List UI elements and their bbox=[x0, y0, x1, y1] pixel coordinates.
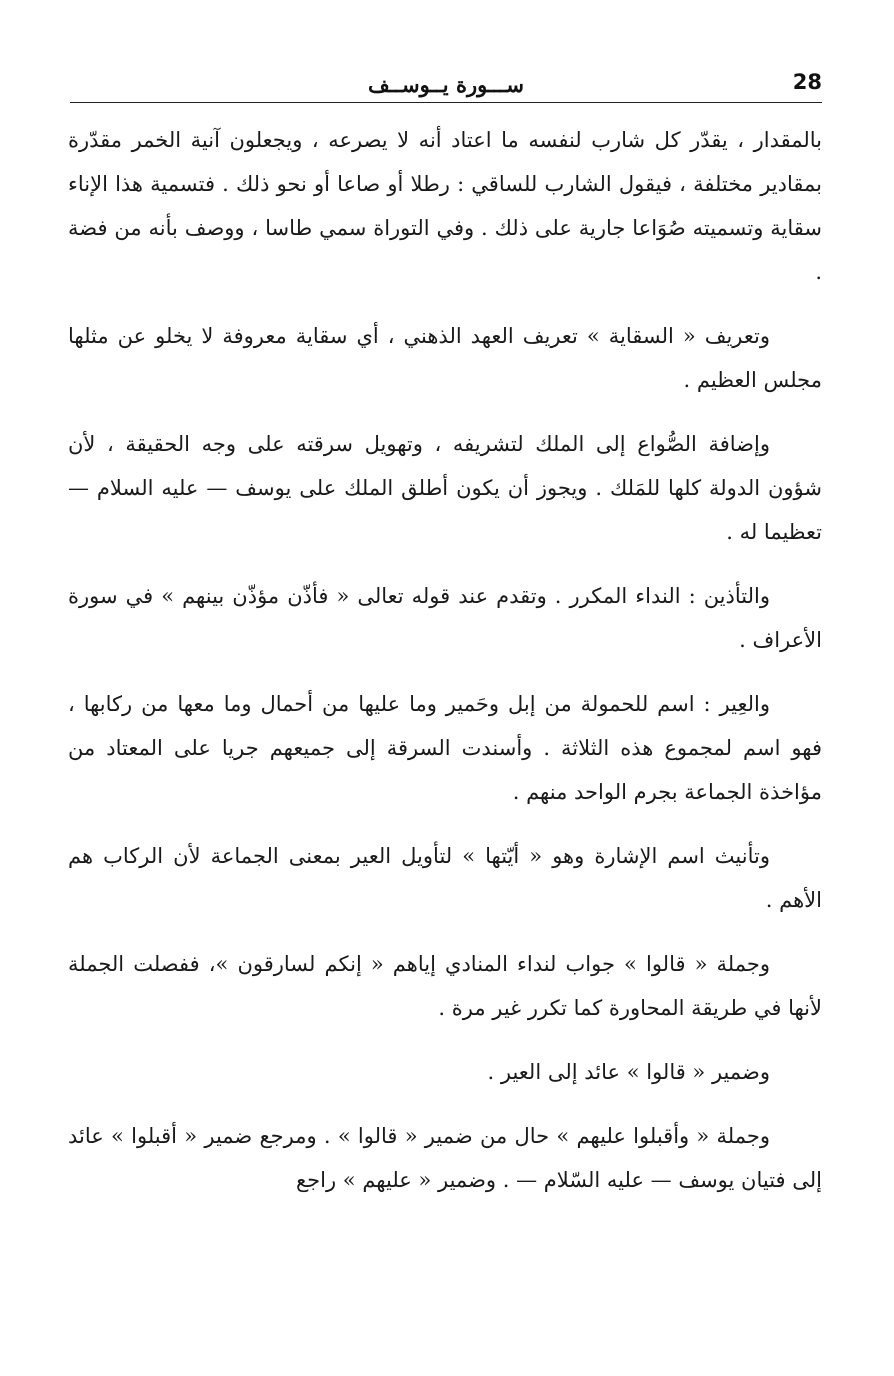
body-text bbox=[68, 118, 822, 1222]
paragraph: والعِير : اسم للحمولة من إبل وحَمير وما عليها من أحمال وما معها من ركابها ، فهو اسم لمجموع هذه الثلاثة . وأسندت السرقة إلى جميعهم جريا على المعتاد من مؤاخذة الجماعة بجرم الواحد منهم . bbox=[68, 692, 822, 804]
paragraph: وضمير « قالوا » عائد إلى العير . bbox=[487, 1060, 770, 1084]
paragraph: وتعريف « السقاية » تعريف العهد الذهني ، أي سقاية معروفة لا يخلو عن مثلها مجلس العظيم . bbox=[68, 324, 822, 392]
page-number: 28 bbox=[792, 70, 822, 94]
paragraph: وجملة « وأقبلوا عليهم » حال من ضمير « قالوا » . ومرجع ضمير « أقبلوا » عائد إلى فتيان يوسف — عليه السّلام — . وضمير « عليهم » راجع bbox=[68, 1124, 822, 1192]
paragraph: والتأذين : النداء المكرر . وتقدم عند قوله تعالى « فأذّن مؤذّن بينهم » في سورة الأعراف . bbox=[68, 584, 822, 652]
page-header bbox=[70, 68, 822, 102]
paragraph: وجملة « قالوا » جواب لنداء المنادي إياهم « إنكم لسارقون »، ففصلت الجملة لأنها في طريقة المحاورة كما تكرر غير مرة . bbox=[68, 952, 822, 1020]
paragraph: وتأنيث اسم الإشارة وهو « أيّتها » لتأويل العير بمعنى الجماعة لأن الركاب هم الأهم . bbox=[68, 844, 822, 912]
paragraph: وإضافة الصُّواع إلى الملك لتشريفه ، وتهويل سرقته على وجه الحقيقة ، لأن شؤون الدولة كلها للمَلك . ويجوز أن يكون أطلق الملك على يوسف — عليه السلام — تعظيما له . bbox=[68, 432, 822, 544]
running-title: ســـورة يــوســف bbox=[368, 72, 524, 97]
paragraph: بالمقدار ، يقدّر كل شارب لنفسه ما اعتاد أنه لا يصرعه ، ويجعلون آنية الخمر مقدّرة بمقادير مختلفة ، فيقول الشارب للساقي : رطلا أو صاعا أو نحو ذلك . فتسمية هذا الإناء سقاية وتسميته صُوَاعا جارية على ذلك . وفي التوراة سمي طاسا ، ووصف بأنه من فضة . bbox=[68, 128, 822, 284]
header-rule bbox=[70, 102, 822, 103]
